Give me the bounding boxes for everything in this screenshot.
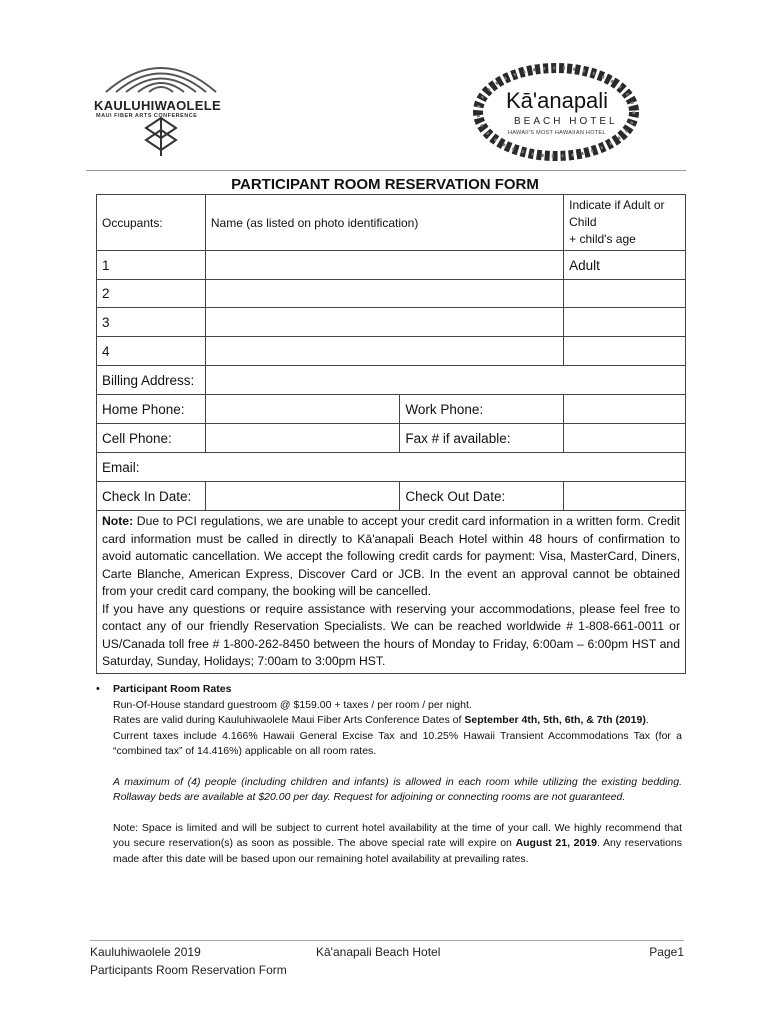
footer-page-number: Page1 — [649, 945, 684, 959]
footer-center: Kā'anapali Beach Hotel — [316, 945, 441, 959]
email-row — [97, 453, 686, 482]
footer-left-line2: Participants Room Reservation Form — [90, 963, 287, 977]
logo-wordmark: KAULUHIWAOLELE — [94, 98, 221, 113]
occupant-number: 4 — [97, 337, 206, 366]
table-header-row — [97, 195, 686, 251]
availability-note-text: Note: Space is limited and will be subject to current hotel availability at the time of your call. We highly recommend that you secure reservation(s) as soon as possible. The above special rate will expire on — [113, 821, 682, 849]
bullet-icon: • — [96, 683, 100, 695]
page-title: PARTICIPANT ROOM RESERVATION FORM — [231, 176, 539, 193]
occupant-number: 2 — [97, 280, 206, 308]
reservation-form-table — [96, 194, 686, 674]
occupant-type-field[interactable] — [564, 280, 686, 308]
adult-child-header — [564, 195, 686, 251]
fax-field[interactable] — [564, 424, 686, 453]
occupant-row — [97, 251, 686, 280]
home-phone-label: Home Phone: — [97, 395, 206, 424]
billing-address-row — [97, 366, 686, 395]
logo-tagline: MAUI FIBER ARTS CONFERENCE — [96, 113, 198, 119]
footer-divider — [90, 940, 684, 941]
note-label: Note: — [102, 514, 134, 528]
hotel-tagline: HAWAII'S MOST HAWAIIAN HOTEL — [508, 130, 606, 136]
check-dates-row — [97, 482, 686, 511]
email-label: Email: — [97, 453, 686, 482]
expiry-date: August 21, 2019 — [515, 837, 598, 849]
occupant-type-field[interactable] — [564, 337, 686, 366]
cell-phone-label: Cell Phone: — [97, 424, 206, 453]
work-phone-label: Work Phone: — [400, 395, 564, 424]
pci-note — [97, 511, 686, 674]
availability-note — [113, 821, 682, 868]
occupant-name-field[interactable] — [205, 280, 563, 308]
note-contact-text: If you have any questions or require assistance with reserving your accommodations, please feel free to contact any of our friendly Reservation Specialists. We can be reached worldwide # 1-808-661-0011 or US/Canada toll free # 1-800-262-8450 between the hours of Monday to Friday, 6:00am – 6:00pm HST and Saturday, Sunday, Holidays; 7:00am to 3:00pm HST. — [102, 601, 680, 668]
adult-child-header-line2: Child — [569, 215, 597, 229]
cell-phone-field[interactable] — [205, 424, 400, 453]
footer-left — [90, 943, 287, 979]
billing-address-field[interactable] — [205, 366, 685, 395]
home-phone-field[interactable] — [205, 395, 400, 424]
occupant-type-field[interactable] — [564, 308, 686, 337]
occupant-number: 3 — [97, 308, 206, 337]
note-text: Due to PCI regulations, we are unable to accept your credit card information in a written form. Credit card information must be called in directly to Kā'anapali Beach Hotel within 48 hours of confirmation to avoid automatic cancellation. We accept the following credit cards for payment: Visa, MasterCard, Diners, Carte Blanche, American Express, Discover Card or JCB. In the event an approval cannot be obtained from your credit card company, the booking will be cancelled. — [102, 514, 680, 598]
occupants-header: Occupants: — [97, 195, 206, 251]
conference-dates: September 4th, 5th, 6th, & 7th (2019) — [464, 714, 646, 726]
rate-dates-line — [113, 713, 682, 729]
note-row — [97, 511, 686, 674]
billing-address-label: Billing Address: — [97, 366, 206, 395]
rate-dates-prefix: Rates are valid during Kauluhiwaolele Maui Fiber Arts Conference Dates of — [113, 714, 465, 726]
occupant-name-field[interactable] — [205, 251, 563, 280]
occupant-row — [97, 308, 686, 337]
occupant-row — [97, 337, 686, 366]
home-work-phone-row — [97, 395, 686, 424]
availability-note-suffix: . Any reservations made after this date will be based upon our remaining hotel availability at prevailing rates. — [113, 837, 682, 865]
rate-line: Run-Of-House standard guestroom @ $159.00 + taxes / per room / per night. — [113, 698, 472, 711]
work-phone-field[interactable] — [564, 395, 686, 424]
room-rates-section — [96, 682, 682, 867]
adult-child-header-line3: + child's age — [569, 232, 636, 246]
occupant-type-field[interactable]: Adult — [564, 251, 686, 280]
header-divider — [86, 170, 686, 171]
occupancy-policy: A maximum of (4) people (including children and infants) is allowed in each room while utilizing the existing bedding. Rollaway beds are available at $20.00 per day. Request for adjoining or connecting rooms are not guaranteed. — [113, 775, 682, 803]
check-out-label: Check Out Date: — [400, 482, 564, 511]
hotel-brand-name: Kā'anapali — [506, 88, 609, 113]
tax-line: Current taxes include 4.166% Hawaii General Excise Tax and 10.25% Hawaii Transient Accommodations Tax (for a “combined tax” of 14.416%) applicable on all room rates. — [113, 729, 682, 757]
occupant-row — [97, 280, 686, 308]
check-in-label: Check In Date: — [97, 482, 206, 511]
footer-left-line1: Kauluhiwaolele 2019 — [90, 945, 201, 959]
kauluhiwaolele-logo — [86, 50, 236, 158]
rates-heading: Participant Room Rates — [113, 683, 232, 695]
fax-label: Fax # if available: — [400, 424, 564, 453]
hotel-sub-name: BEACH HOTEL — [514, 116, 618, 127]
cell-fax-row — [97, 424, 686, 453]
occupant-name-field[interactable] — [205, 308, 563, 337]
name-header: Name (as listed on photo identification) — [205, 195, 563, 251]
kaanapali-beach-hotel-logo — [472, 62, 640, 162]
check-in-field[interactable] — [205, 482, 400, 511]
adult-child-header-line1: Indicate if Adult or — [569, 198, 665, 212]
occupant-name-field[interactable] — [205, 337, 563, 366]
rate-dates-suffix: . — [645, 714, 649, 726]
check-out-field[interactable] — [564, 482, 686, 511]
occupant-number: 1 — [97, 251, 206, 280]
